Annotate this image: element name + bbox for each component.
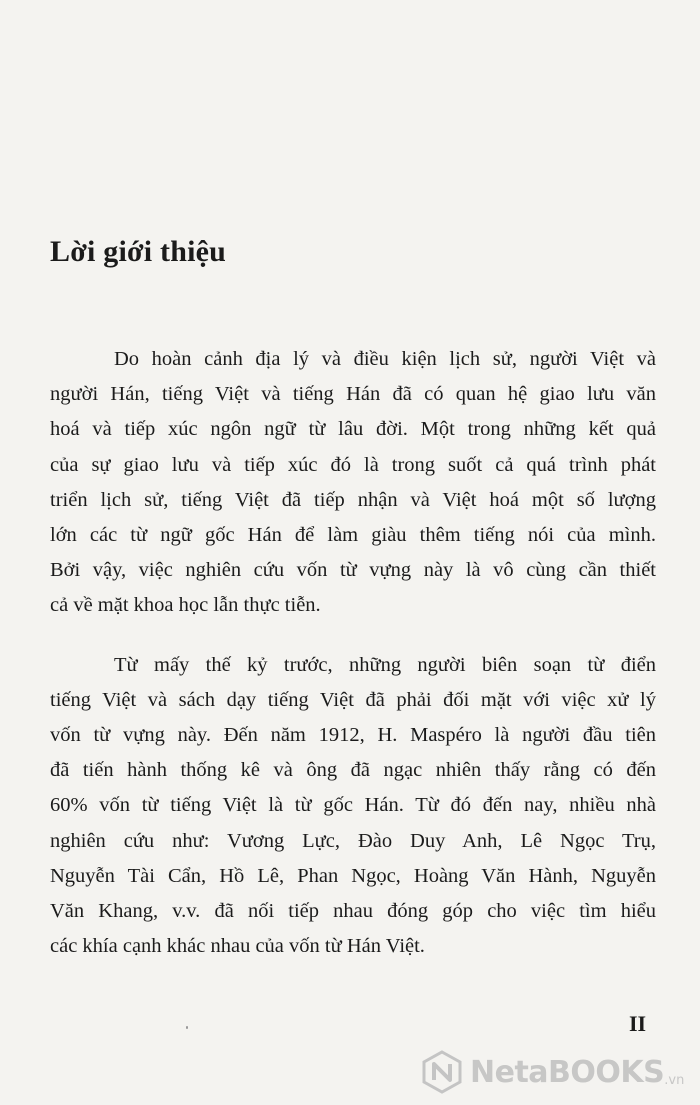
text-line: Văn Khang, v.v. đã nối tiếp nhau đóng góp cho việc tìm hiểu	[50, 900, 656, 923]
text-line: Từ mấy thế kỷ trước, những người biên soạn từ điển	[114, 653, 656, 676]
page-body	[50, 342, 656, 964]
text-line: Nguyễn Tài Cẩn, Hồ Lê, Phan Ngọc, Hoàng Văn Hành, Nguyễn	[50, 864, 656, 887]
text-line: vốn từ vựng này. Đến năm 1912, H. Maspéro là người đầu tiên	[50, 724, 656, 747]
text-line: người Hán, tiếng Việt và tiếng Hán đã có quan hệ giao lưu văn	[50, 383, 656, 406]
page-number: II	[629, 1011, 647, 1036]
netabooks-logo-icon	[420, 1050, 464, 1094]
paragraph-2	[50, 648, 656, 965]
text-line: triển lịch sử, tiếng Việt đã tiếp nhận và Việt hoá một số lượng	[50, 488, 656, 511]
text-line: Do hoàn cảnh địa lý và điều kiện lịch sử, người Việt và	[114, 348, 656, 370]
text-line: hoá và tiếp xúc ngôn ngữ từ lâu đời. Một trong những kết quả	[50, 418, 656, 441]
text-line: tiếng Việt và sách dạy tiếng Việt đã phải đối mặt với việc xử lý	[50, 688, 656, 711]
text-line: 60% vốn từ tiếng Việt là từ gốc Hán. Từ đó đến nay, nhiều nhà	[50, 794, 656, 817]
watermark	[420, 1050, 684, 1094]
watermark-suffix: .vn	[664, 1073, 685, 1088]
text-line: cả về mặt khoa học lẫn thực tiễn.	[50, 594, 321, 617]
text-line: lớn các từ ngữ gốc Hán để làm giàu thêm tiếng nói của mình.	[50, 524, 656, 547]
paragraph-1	[50, 342, 656, 624]
paper-speck	[186, 1026, 188, 1029]
text-line: của sự giao lưu và tiếp xúc đó là trong suốt cả quá trình phát	[50, 453, 656, 476]
text-line: Bởi vậy, việc nghiên cứu vốn từ vựng này là vô cùng cần thiết	[50, 559, 656, 582]
text-line: nghiên cứu như: Vương Lực, Đào Duy Anh, Lê Ngọc Trụ,	[50, 829, 656, 852]
watermark-text: NetaBOOKS	[470, 1054, 665, 1090]
text-line: các khía cạnh khác nhau của vốn từ Hán Việt.	[50, 935, 425, 958]
text-line: đã tiến hành thống kê và ông đã ngạc nhiên thấy rằng có đến	[50, 759, 656, 782]
page-title: Lời giới thiệu	[50, 235, 227, 268]
